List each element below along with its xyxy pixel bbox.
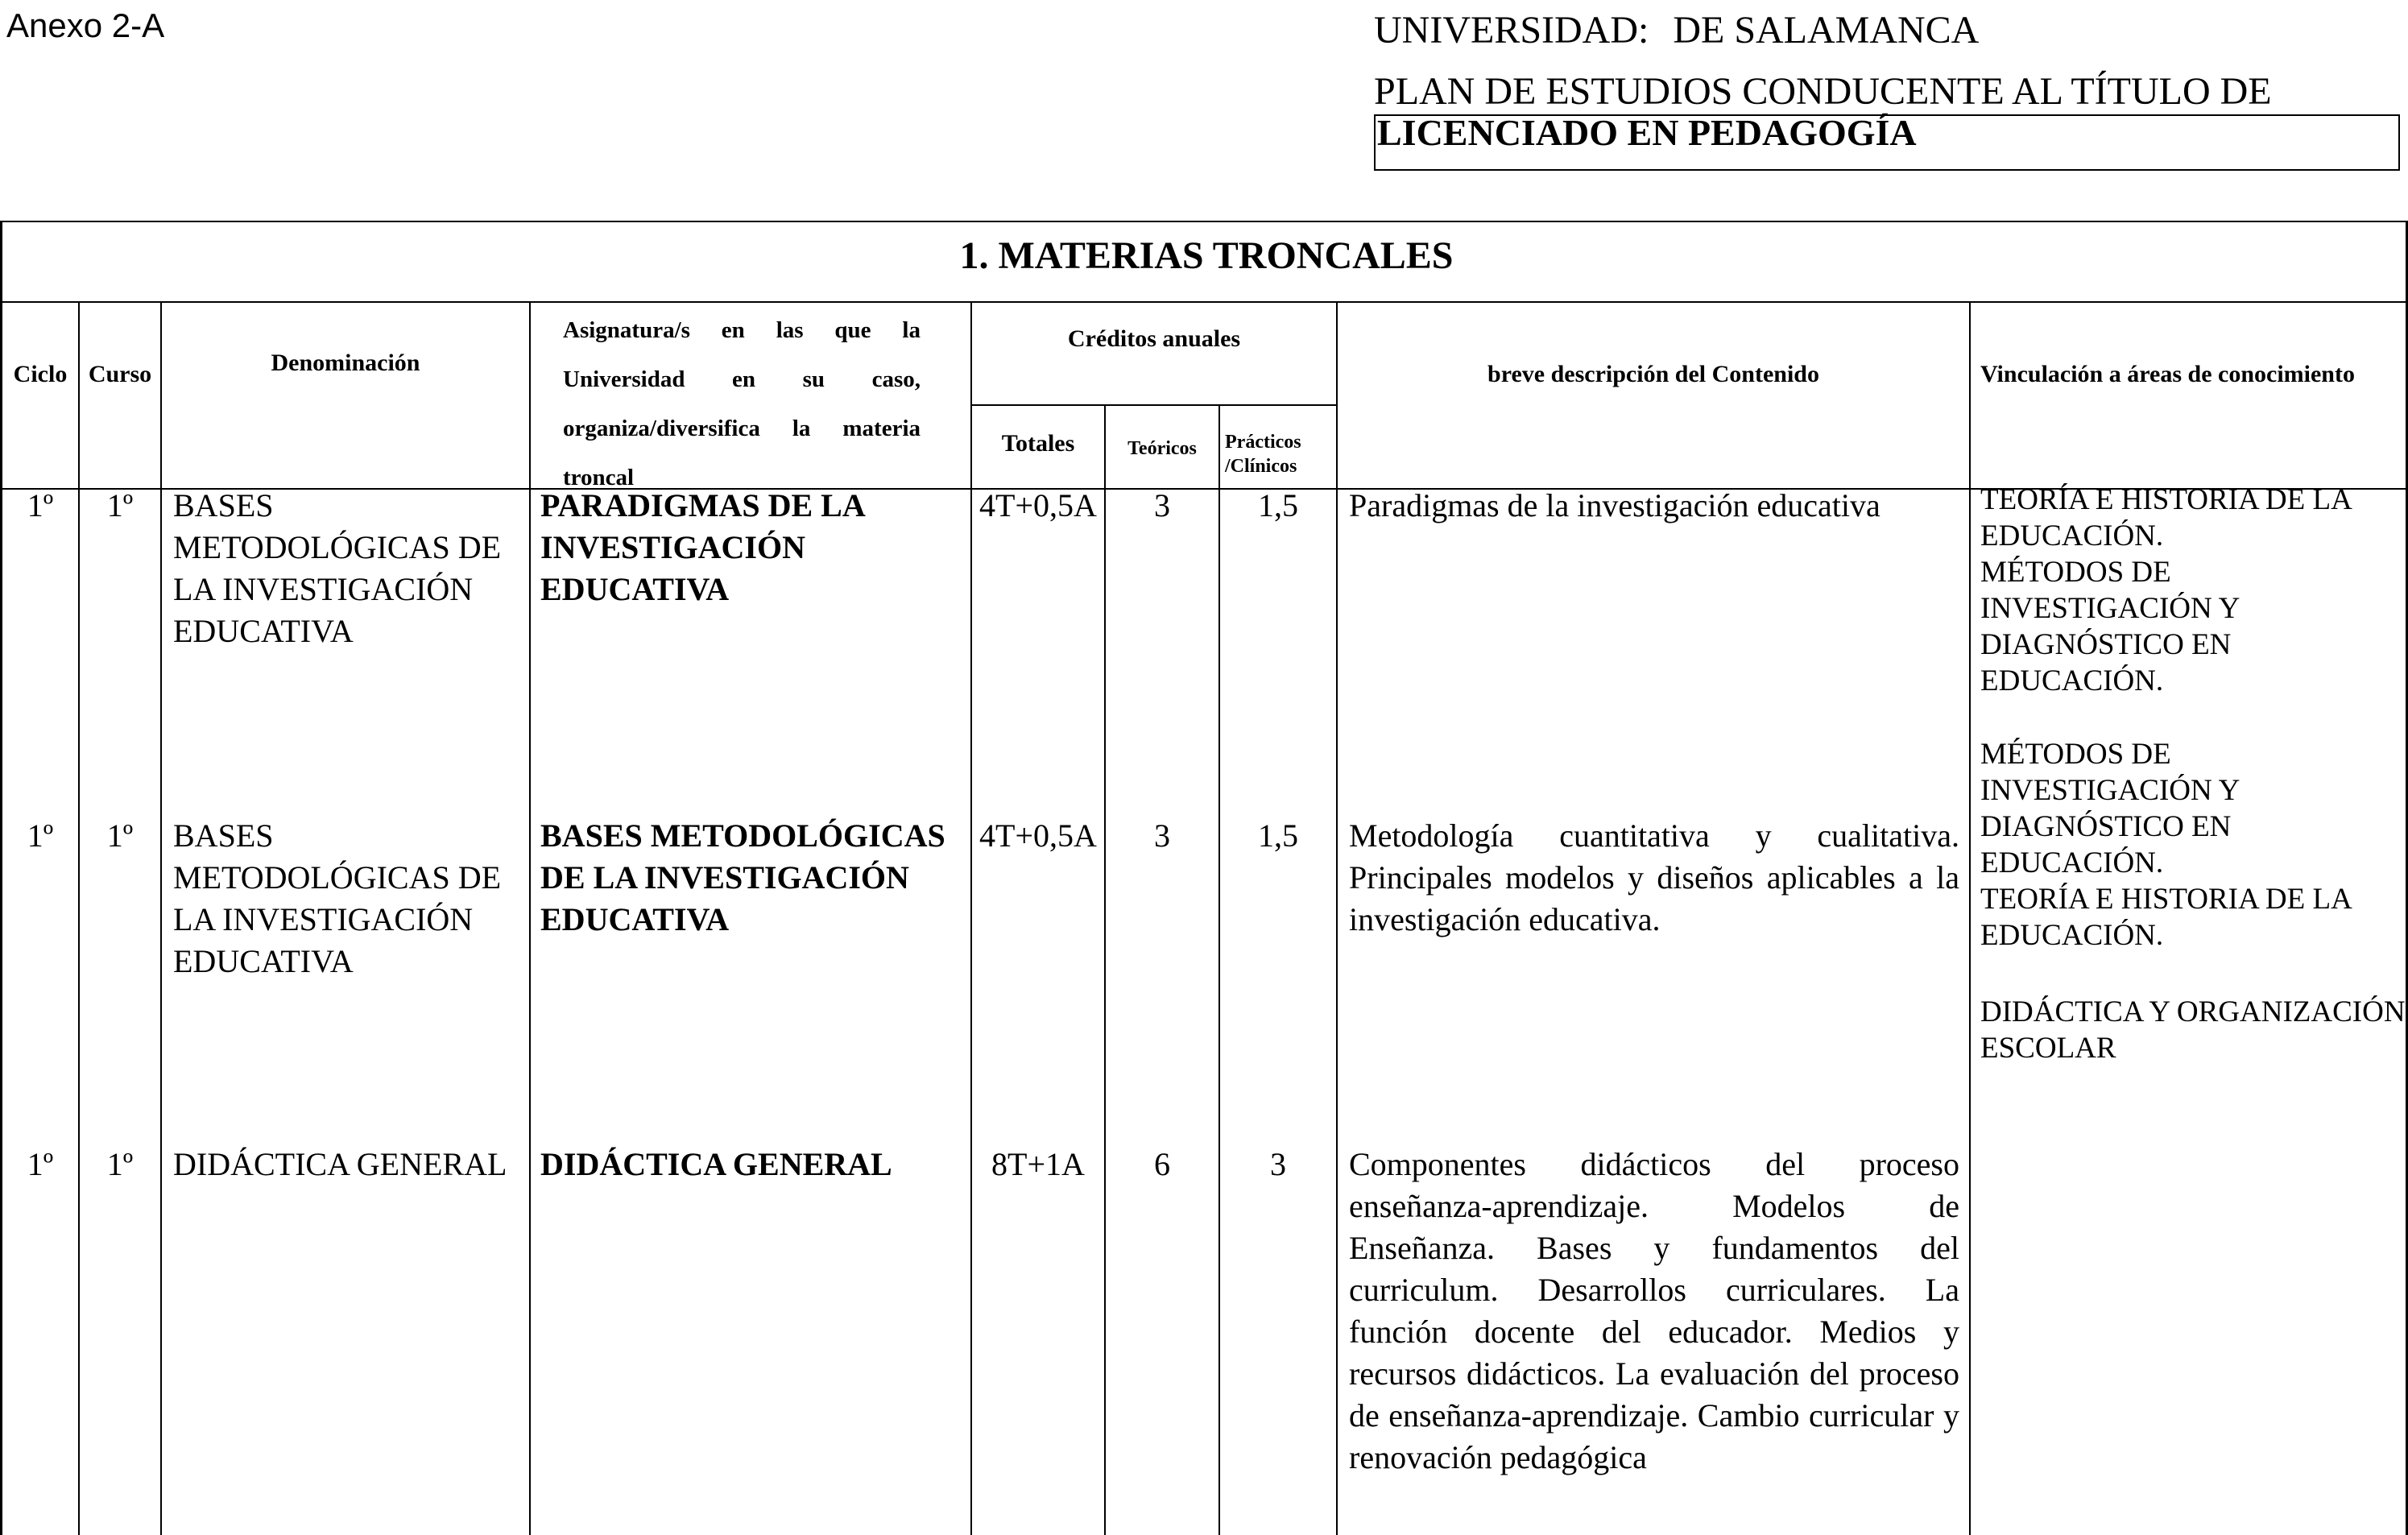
cell-ciclo: 1º [27,1146,54,1182]
area-item: TEORÍA E HISTORIA DE LA EDUCACIÓN. [1980,883,2351,952]
annex-label: Anexo 2-A [6,6,165,44]
area-item: MÉTODOS DE INVESTIGACIÓN Y DIAGNÓSTICO EN EDUCACIÓN. [1980,738,2239,879]
cell-totales: 4T+0,5A [979,817,1097,854]
cell-descripcion: Paradigmas de la investigación educativa [1349,487,1880,523]
col-header-denominacion: Denominación [271,350,420,376]
col-header-curso: Curso [88,361,152,387]
cell-curso: 1º [106,487,134,523]
title-divider [2,301,2408,303]
col-header-totales: Totales [1001,430,1075,457]
col-divider [1336,301,1338,1535]
credits-subheader-divider [970,404,1336,406]
university-line [1374,0,2272,61]
col-divider [1218,404,1220,1535]
cell-areas [1980,736,2407,954]
cell-areas [1980,994,2407,1066]
troncales-table [0,222,2408,1535]
col-divider [1104,404,1106,1535]
document-header [1374,0,2272,122]
area-item: TEORÍA E HISTORIA DE LA EDUCACIÓN. [1980,483,2351,552]
degree-title: LICENCIADO EN PEDAGOGÍA [1377,112,1917,153]
col-header-creditos: Créditos anuales [1067,325,1241,352]
plan-line: PLAN DE ESTUDIOS CONDUCENTE AL TÍTULO DE [1374,70,2272,113]
cell-practicos: 3 [1270,1146,1286,1182]
university-name: DE SALAMANCA [1673,9,1980,52]
col-header-vinculacion: Vinculación a áreas de conocimiento [1980,361,2355,387]
area-item: MÉTODOS DE INVESTIGACIÓN Y DIAGNÓSTICO EN EDUCACIÓN. [1980,556,2239,697]
cell-ciclo: 1º [27,487,54,523]
col-divider [160,301,162,1535]
cell-denominacion: BASES METODOLÓGICAS DE LA INVESTIGACIÓN EDUCATIVA [173,487,502,649]
cell-teoricos: 6 [1154,1146,1170,1182]
col-header-teoricos: Teóricos [1127,438,1197,459]
cell-descripcion: Componentes didácticos del proceso enseñanza-aprendizaje. Modelos de Enseñanza. Bases y fundamentos del curriculum. Desarrollos curriculares. La función docente del educador. Medios y recursos didácticos. La evaluación del proceso de enseñanza-aprendizaje. Cambio curricular y renovación pedagógica [1349,1146,1959,1475]
cell-practicos: 1,5 [1258,817,1298,854]
university-label: UNIVERSIDAD: [1374,9,1649,52]
col-header-asignatura: Asignatura/s en las que la Universidad en su caso, organiza/diversifica la materia troncal [563,317,921,490]
section-title: 1. MATERIAS TRONCALES [959,234,1454,277]
cell-teoricos: 3 [1154,817,1170,854]
cell-asignatura: DIDÁCTICA GENERAL [540,1146,892,1182]
cell-ciclo: 1º [27,817,54,854]
col-header-practicos: Prácticos /Clínicos [1225,432,1301,477]
degree-box [1374,114,2400,171]
cell-teoricos: 3 [1154,487,1170,523]
cell-totales: 8T+1A [991,1146,1085,1182]
cell-curso: 1º [106,1146,134,1182]
cell-denominacion: BASES METODOLÓGICAS DE LA INVESTIGACIÓN EDUCATIVA [173,817,502,979]
cell-denominacion: DIDÁCTICA GENERAL [173,1146,507,1182]
cell-asignatura: PARADIGMAS DE LA INVESTIGACIÓN EDUCATIVA [540,487,864,607]
col-divider [529,301,531,1535]
cell-asignatura: BASES METODOLÓGICAS DE LA INVESTIGACIÓN EDUCATIVA [540,817,945,937]
cell-totales: 4T+0,5A [979,487,1097,523]
cell-curso: 1º [106,817,134,854]
cell-areas [1980,482,2407,699]
cell-practicos: 1,5 [1258,487,1298,523]
area-item: DIDÁCTICA Y ORGANIZACIÓN ESCOLAR [1980,995,2406,1065]
col-header-ciclo: Ciclo [13,361,68,387]
col-header-descripcion: breve descripción del Contenido [1487,361,1819,387]
cell-descripcion: Metodología cuantitativa y cualitativa. Principales modelos y diseños aplicables a la investigación educativa. [1349,817,1959,937]
col-divider [1969,301,1971,1535]
